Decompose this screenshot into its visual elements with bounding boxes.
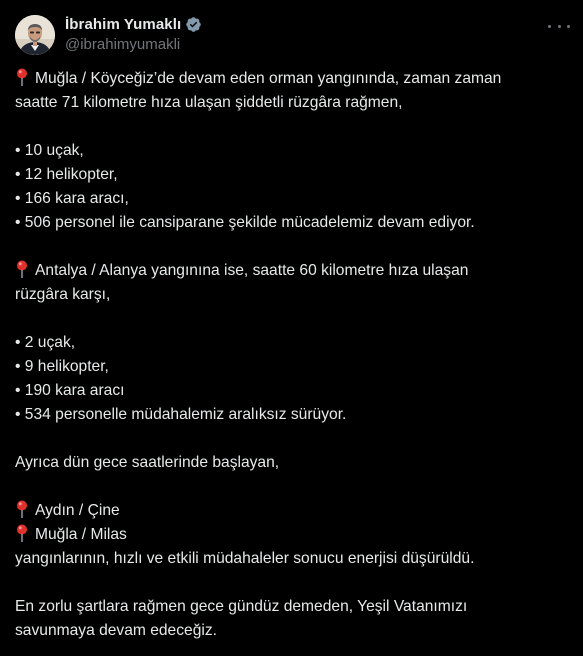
paragraph-2-line-2: rüzgâra karşı, <box>15 286 111 303</box>
tweet-text <box>15 67 570 643</box>
paragraph-4: yangınlarının, hızlı ve etkili müdahaleler sonucu enerjisi düşürüldü. <box>15 550 475 567</box>
more-options-icon[interactable] <box>548 17 570 35</box>
text-line <box>15 523 570 547</box>
text-line <box>15 259 570 283</box>
tweet-header <box>15 13 570 57</box>
author-display-name[interactable]: İbrahim Yumaklı <box>65 15 182 33</box>
text-line <box>15 499 570 523</box>
list-item: • 506 personel ile cansiparane şekilde mücadelemiz devam ediyor. <box>15 214 475 231</box>
location-1: Aydın / Çine <box>35 502 120 519</box>
paragraph-1-line-1: Muğla / Köyceğiz’de devam eden orman yangınında, zaman zaman <box>35 70 502 87</box>
author-handle[interactable]: @ibrahimyumakli <box>65 36 181 53</box>
list-item: • 9 helikopter, <box>15 358 109 375</box>
list-item: • 190 kara aracı <box>15 382 125 399</box>
text-line <box>15 67 570 91</box>
list-item: • 10 uçak, <box>15 142 84 159</box>
paragraph-3: Ayrıca dün gece saatlerinde başlayan, <box>15 454 280 471</box>
round-pushpin-icon <box>15 68 29 86</box>
avatar[interactable] <box>15 15 55 55</box>
round-pushpin-icon <box>15 260 29 278</box>
round-pushpin-icon <box>15 524 29 542</box>
list-item: • 534 personelle müdahalemiz aralıksız sürüyor. <box>15 406 347 423</box>
verified-badge-icon <box>185 16 202 33</box>
list-item: • 166 kara aracı, <box>15 190 129 207</box>
location-2: Muğla / Milas <box>35 526 127 543</box>
avatar-photo <box>15 15 55 55</box>
round-pushpin-icon <box>15 500 29 518</box>
list-item: • 12 helikopter, <box>15 166 118 183</box>
author-info <box>65 14 202 53</box>
paragraph-2-line-1: Antalya / Alanya yangınına ise, saatte 60 kilometre hıza ulaşan <box>35 262 469 279</box>
list-item: • 2 uçak, <box>15 334 76 351</box>
paragraph-1-line-2: saatte 71 kilometre hıza ulaşan şiddetli rüzgâra rağmen, <box>15 94 403 111</box>
paragraph-5-line-1: En zorlu şartlara rağmen gece gündüz demeden, Yeşil Vatanımızı <box>15 598 468 615</box>
paragraph-5-line-2: savunmaya devam edeceğiz. <box>15 622 217 639</box>
